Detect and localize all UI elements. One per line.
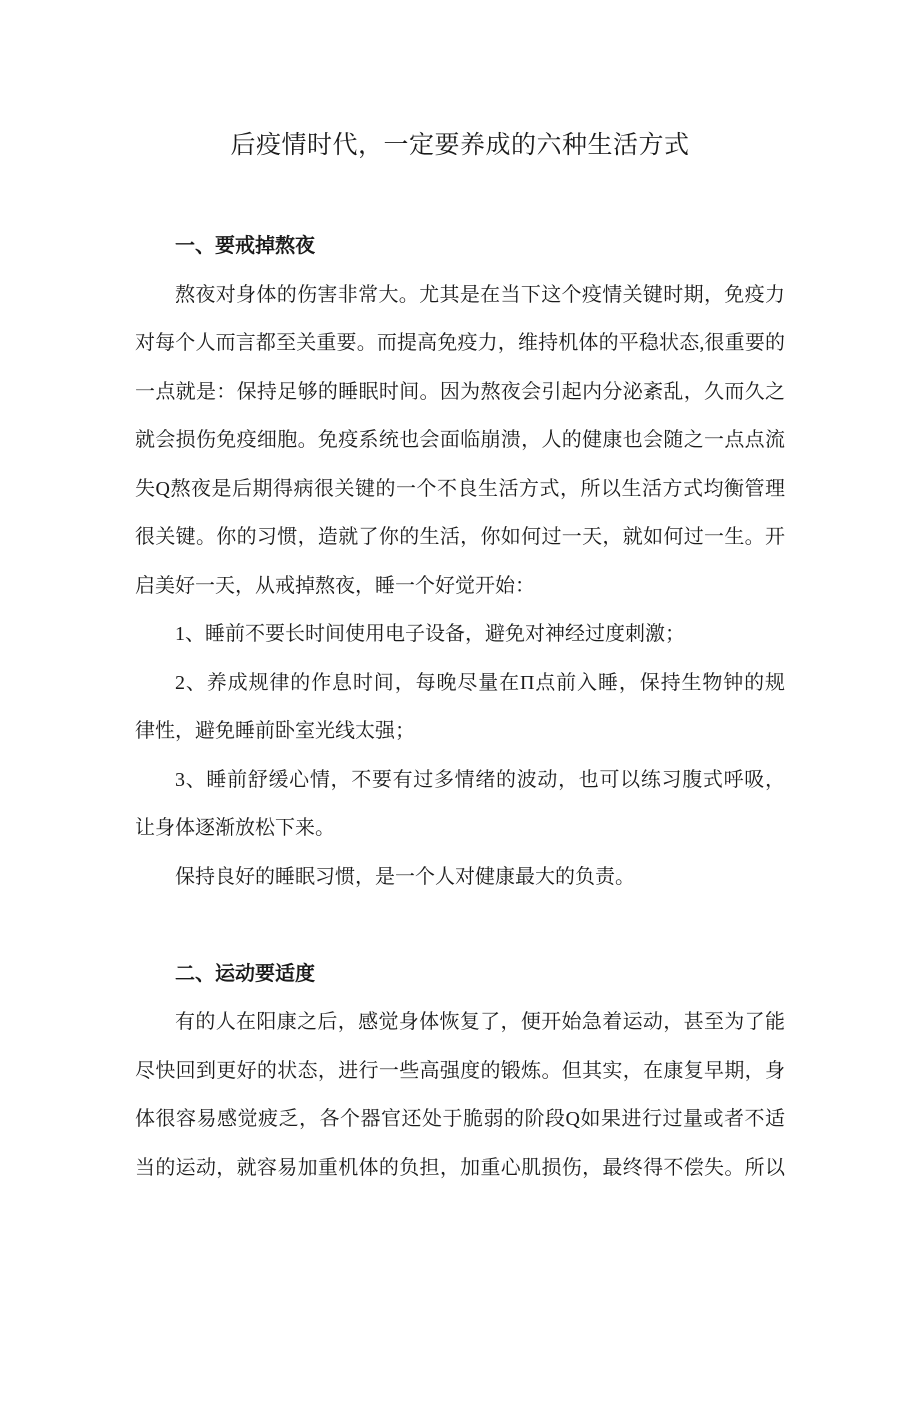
section1-paragraph-line: 就会损伤免疫细胞。免疫系统也会面临崩溃，人的健康也会随之一点点流 [135,429,785,451]
section1-paragraph-line: 对每个人而言都至关重要。而提高免疫力，维持机体的平稳状态,很重要的 [135,332,785,354]
section2-paragraph-line: 有的人在阳康之后，感觉身体恢复了，便开始急着运动，甚至为了能 [175,1011,785,1033]
section1-list-item-3-line: 3、睡前舒缓心情，不要有过多情绪的波动，也可以练习腹式呼吸， [175,768,785,791]
section2-paragraph-line: 体很容易感觉疲乏，各个器官还处于脆弱的阶段Q如果进行过量或者不适 [135,1108,785,1130]
section1-paragraph-line: 很关键。你的习惯，造就了你的生活，你如何过一天，就如何过一生。开 [135,526,785,548]
section1-paragraph-line: 失Q熬夜是后期得病很关键的一个不良生活方式，所以生活方式均衡管理 [135,477,785,500]
section2-paragraph-line: 尽快回到更好的状态，进行一些高强度的锻炼。但其实，在康复早期，身 [135,1059,785,1082]
section1-paragraph-line: 熬夜对身体的伤害非常大。尤其是在当下这个疫情关键时期，免疫力 [175,283,785,306]
section2-paragraph-line: 当的运动，就容易加重机体的负担，加重心肌损伤，最终得不偿失。所以 [135,1156,785,1179]
section2-heading: 二、运动要适度 [175,962,315,985]
section1-closing-line: 保持良好的睡眠习惯，是一个人对健康最大的负责。 [175,865,635,888]
section1-list-item-1-line: 1、睡前不要长时间使用电子设备，避免对神经过度刺激； [175,623,685,645]
document-title: 后疫情时代，一定要养成的六种生活方式 [230,132,690,159]
section1-paragraph-line: 一点就是：保持足够的睡眠时间。因为熬夜会引起内分泌紊乱，久而久之 [135,380,785,403]
document-page [0,124,920,1425]
section1-list-item-2-line: 律性，避免睡前卧室光线太强； [135,720,415,742]
section1-paragraph-line: 启美好一天，从戒掉熬夜，睡一个好觉开始： [135,574,535,597]
section1-heading: 一、要戒掉熬夜 [175,235,315,257]
section1-list-item-3-line: 让身体逐渐放松下来。 [135,817,335,839]
section1-list-item-2-line: 2、养成规律的作息时间，每晚尽量在Π点前入睡，保持生物钟的规 [175,671,785,694]
